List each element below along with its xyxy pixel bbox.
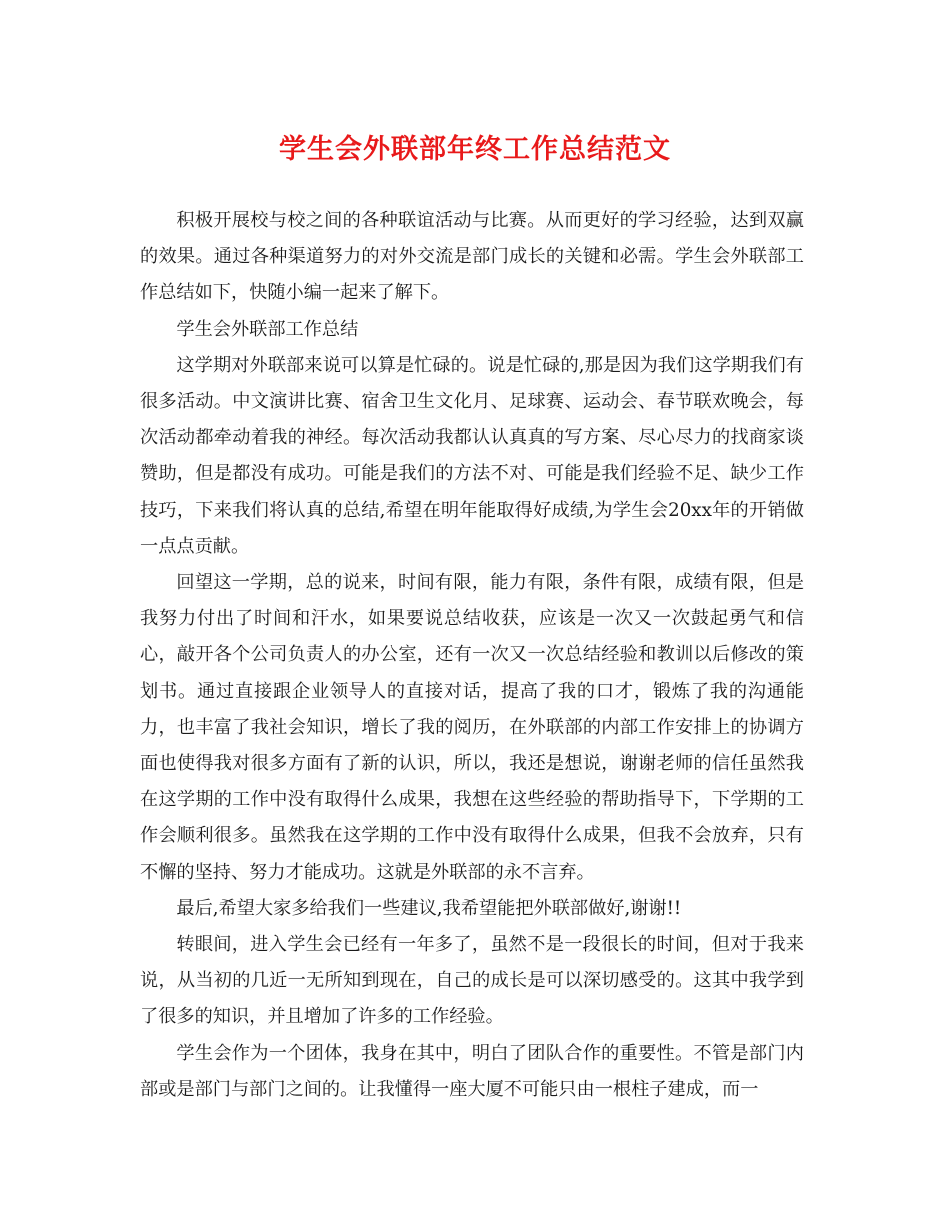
paragraph-review: 回望这一学期，总的说来，时间有限，能力有限，条件有限，成绩有限，但是我努力付出了时间和汗水，如果要说总结收获，应该是一次又一次鼓起勇气和信心，敲开各个公司负责人的办公室，还有一次又一次总结经验和教训以后修改的策划书。通过直接跟企业领导人的直接对话，提高了我的口才，锻炼了我的沟通能力，也丰富了我社会知识，增长了我的阅历，在外联部的内部工作安排上的协调方面也使得我对很多方面有了新的认识，所以，我还是想说，谢谢老师的信任虽然我在这学期的工作中没有取得什么成果，我想在这些经验的帮助指导下，下学期的工作会顺利很多。虽然我在这学期的工作中没有取得什么成果，但我不会放弃，只有不懈的坚持、努力才能成功。这就是外联部的永不言弃。 [140,572,804,883]
paragraph-closing: 最后,希望大家多给我们一些建议,我希望能把外联部做好,谢谢!! [176,897,682,919]
paragraph-heading: 学生会外联部工作总结 [176,318,359,340]
paragraph-busy-semester: 这学期对外联部来说可以算是忙碌的。说是忙碌的,那是因为我们这学期我们有很多活动。中文演讲比赛、宿舍卫生文化月、足球赛、运动会、春节联欢晚会，每次活动都牵动着我的神经。每次活动我都认认真真的写方案、尽心尽力的找商家谈赞助，但是都没有成功。可能是我们的方法不对、可能是我们经验不足、缺少工作技巧，下来我们将认真的总结,希望在明年能取得好成绩,为学生会20xx年的开销做一点点贡献。 [140,354,804,557]
document-title: 学生会外联部年终工作总结范文 [279,134,671,165]
paragraph-intro: 积极开展校与校之间的各种联谊活动与比赛。从而更好的学习经验，达到双赢的效果。通过各种渠道努力的对外交流是部门成长的关键和必需。学生会外联部工作总结如下，快随小编一起来了解下。 [140,210,804,304]
paragraph-teamwork: 学生会作为一个团体，我身在其中，明白了团队合作的重要性。不管是部门内部或是部门与部门之间的。让我懂得一座大厦不可能只由一根柱子建成，而一 [140,1042,804,1100]
document-body [140,203,804,1108]
paragraph-one-year: 转眼间，进入学生会已经有一年多了，虽然不是一段很长的时间，但对于我来说，从当初的几近一无所知到现在，自己的成长是可以深切感受的。这其中我学到了很多的知识，并且增加了许多的工作经验。 [140,934,804,1028]
